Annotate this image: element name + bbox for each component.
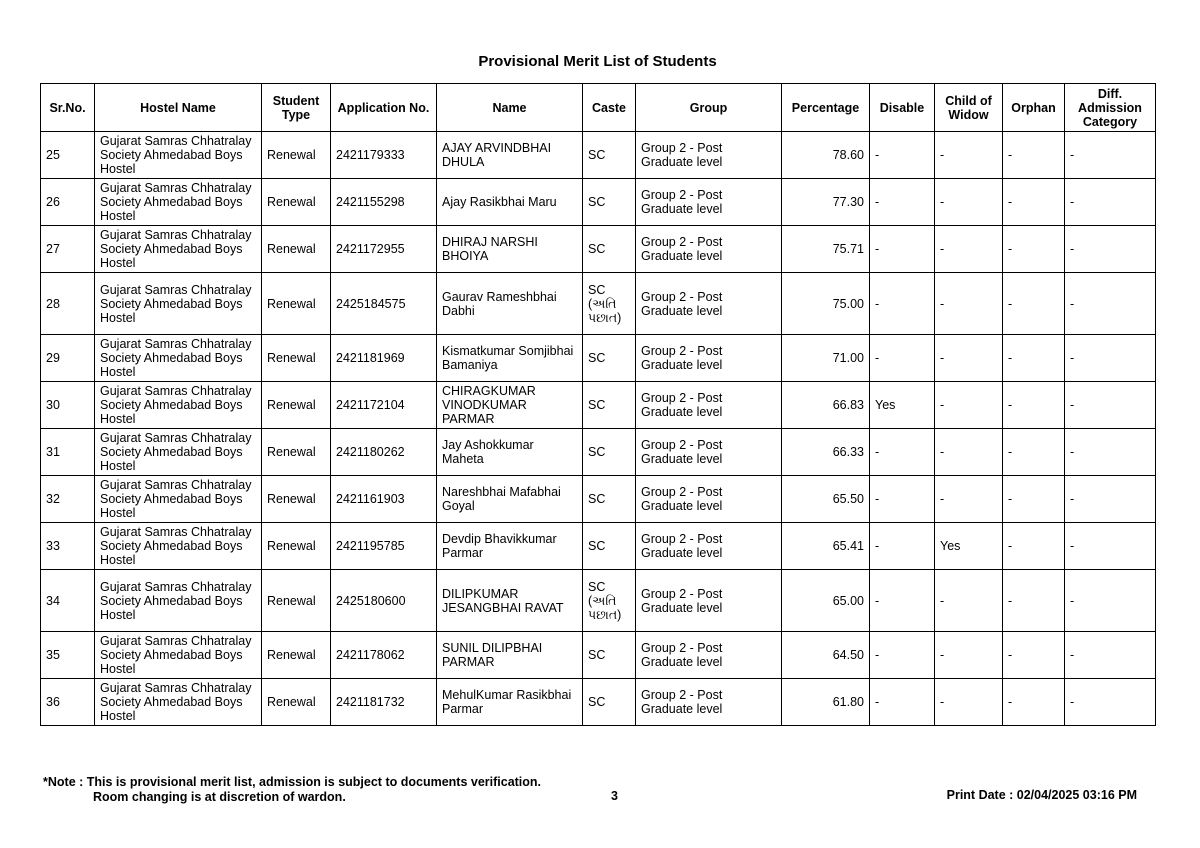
cell-child-of-widow: - [935,226,1003,273]
cell-name: SUNIL DILIPBHAI PARMAR [437,632,583,679]
table-row [41,226,1156,273]
cell-hostel-name: Gujarat Samras Chhatralay Society Ahmedabad Boys Hostel [95,523,262,570]
table-row [41,632,1156,679]
cell-disable: Yes [870,382,935,429]
cell-diff-admission-category: - [1065,632,1156,679]
cell-sr-no: 32 [41,476,95,523]
cell-student-type: Renewal [262,273,331,335]
cell-disable: - [870,632,935,679]
cell-percentage: 61.80 [782,679,870,726]
cell-sr-no: 36 [41,679,95,726]
cell-student-type: Renewal [262,679,331,726]
cell-hostel-name: Gujarat Samras Chhatralay Society Ahmedabad Boys Hostel [95,382,262,429]
header-diff-admission-category: Diff. Admission Category [1065,84,1156,132]
header-caste: Caste [583,84,636,132]
cell-student-type: Renewal [262,335,331,382]
cell-name: Kismatkumar Somjibhai Bamaniya [437,335,583,382]
header-student-type: Student Type [262,84,331,132]
cell-sr-no: 28 [41,273,95,335]
cell-percentage: 71.00 [782,335,870,382]
cell-sr-no: 27 [41,226,95,273]
cell-child-of-widow: - [935,382,1003,429]
cell-diff-admission-category: - [1065,523,1156,570]
header-name: Name [437,84,583,132]
cell-application-no: 2425184575 [331,273,437,335]
cell-application-no: 2421155298 [331,179,437,226]
cell-hostel-name: Gujarat Samras Chhatralay Society Ahmedabad Boys Hostel [95,679,262,726]
cell-group: Group 2 - Post Graduate level [636,226,782,273]
table-row [41,570,1156,632]
cell-name: Gaurav Rameshbhai Dabhi [437,273,583,335]
cell-group: Group 2 - Post Graduate level [636,179,782,226]
cell-application-no: 2425180600 [331,570,437,632]
cell-child-of-widow: - [935,132,1003,179]
cell-application-no: 2421172104 [331,382,437,429]
cell-student-type: Renewal [262,570,331,632]
cell-sr-no: 33 [41,523,95,570]
cell-caste: SC [583,132,636,179]
cell-percentage: 77.30 [782,179,870,226]
header-orphan: Orphan [1003,84,1065,132]
table-header-row [41,84,1156,132]
cell-hostel-name: Gujarat Samras Chhatralay Society Ahmedabad Boys Hostel [95,179,262,226]
cell-caste: SC (અતિ પછાત) [583,570,636,632]
cell-caste: SC [583,226,636,273]
cell-application-no: 2421181732 [331,679,437,726]
cell-diff-admission-category: - [1065,679,1156,726]
cell-name: DILIPKUMAR JESANGBHAI RAVAT [437,570,583,632]
cell-diff-admission-category: - [1065,335,1156,382]
cell-percentage: 64.50 [782,632,870,679]
cell-hostel-name: Gujarat Samras Chhatralay Society Ahmedabad Boys Hostel [95,335,262,382]
cell-orphan: - [1003,632,1065,679]
cell-orphan: - [1003,382,1065,429]
cell-orphan: - [1003,179,1065,226]
cell-diff-admission-category: - [1065,179,1156,226]
cell-sr-no: 31 [41,429,95,476]
cell-diff-admission-category: - [1065,226,1156,273]
cell-percentage: 65.00 [782,570,870,632]
cell-orphan: - [1003,476,1065,523]
cell-sr-no: 30 [41,382,95,429]
cell-group: Group 2 - Post Graduate level [636,132,782,179]
cell-sr-no: 35 [41,632,95,679]
cell-sr-no: 26 [41,179,95,226]
table-row [41,476,1156,523]
cell-application-no: 2421178062 [331,632,437,679]
cell-orphan: - [1003,273,1065,335]
cell-name: DHIRAJ NARSHI BHOIYA [437,226,583,273]
cell-disable: - [870,132,935,179]
header-hostel-name: Hostel Name [95,84,262,132]
cell-group: Group 2 - Post Graduate level [636,632,782,679]
cell-caste: SC [583,382,636,429]
cell-caste: SC [583,179,636,226]
cell-name: MehulKumar Rasikbhai Parmar [437,679,583,726]
table-row [41,382,1156,429]
cell-child-of-widow: Yes [935,523,1003,570]
cell-student-type: Renewal [262,226,331,273]
cell-caste: SC [583,476,636,523]
cell-disable: - [870,679,935,726]
header-group: Group [636,84,782,132]
cell-group: Group 2 - Post Graduate level [636,570,782,632]
cell-diff-admission-category: - [1065,382,1156,429]
cell-percentage: 75.00 [782,273,870,335]
cell-child-of-widow: - [935,679,1003,726]
cell-child-of-widow: - [935,273,1003,335]
cell-hostel-name: Gujarat Samras Chhatralay Society Ahmedabad Boys Hostel [95,226,262,273]
cell-percentage: 65.50 [782,476,870,523]
cell-child-of-widow: - [935,570,1003,632]
cell-diff-admission-category: - [1065,429,1156,476]
cell-disable: - [870,523,935,570]
cell-diff-admission-category: - [1065,476,1156,523]
header-sr-no: Sr.No. [41,84,95,132]
print-date: Print Date : 02/04/2025 03:16 PM [946,788,1137,802]
cell-hostel-name: Gujarat Samras Chhatralay Society Ahmedabad Boys Hostel [95,476,262,523]
cell-sr-no: 29 [41,335,95,382]
header-percentage: Percentage [782,84,870,132]
cell-group: Group 2 - Post Graduate level [636,476,782,523]
cell-orphan: - [1003,226,1065,273]
cell-student-type: Renewal [262,179,331,226]
cell-child-of-widow: - [935,632,1003,679]
note-line-2: Room changing is at discretion of wardon. [93,790,346,804]
cell-group: Group 2 - Post Graduate level [636,382,782,429]
cell-percentage: 66.33 [782,429,870,476]
note-line-1: *Note : This is provisional merit list, admission is subject to documents verification. [43,775,542,789]
cell-orphan: - [1003,523,1065,570]
cell-caste: SC [583,632,636,679]
cell-name: CHIRAGKUMAR VINODKUMAR PARMAR [437,382,583,429]
cell-application-no: 2421179333 [331,132,437,179]
cell-disable: - [870,476,935,523]
cell-hostel-name: Gujarat Samras Chhatralay Society Ahmedabad Boys Hostel [95,429,262,476]
cell-group: Group 2 - Post Graduate level [636,523,782,570]
cell-group: Group 2 - Post Graduate level [636,335,782,382]
cell-name: Nareshbhai Mafabhai Goyal [437,476,583,523]
cell-application-no: 2421195785 [331,523,437,570]
cell-student-type: Renewal [262,132,331,179]
header-application-no: Application No. [331,84,437,132]
header-disable: Disable [870,84,935,132]
merit-list-table [40,83,1156,726]
cell-group: Group 2 - Post Graduate level [636,679,782,726]
cell-disable: - [870,226,935,273]
header-child-of-widow: Child of Widow [935,84,1003,132]
cell-caste: SC [583,679,636,726]
cell-name: Devdip Bhavikkumar Parmar [437,523,583,570]
cell-hostel-name: Gujarat Samras Chhatralay Society Ahmedabad Boys Hostel [95,632,262,679]
table-row [41,273,1156,335]
cell-name: Jay Ashokkumar Maheta [437,429,583,476]
table-row [41,179,1156,226]
cell-orphan: - [1003,335,1065,382]
cell-name: Ajay Rasikbhai Maru [437,179,583,226]
cell-percentage: 78.60 [782,132,870,179]
cell-hostel-name: Gujarat Samras Chhatralay Society Ahmedabad Boys Hostel [95,273,262,335]
cell-disable: - [870,273,935,335]
cell-caste: SC [583,523,636,570]
cell-diff-admission-category: - [1065,273,1156,335]
cell-diff-admission-category: - [1065,132,1156,179]
cell-percentage: 65.41 [782,523,870,570]
cell-child-of-widow: - [935,335,1003,382]
cell-disable: - [870,429,935,476]
table-row [41,523,1156,570]
cell-caste: SC (અતિ પછાત) [583,273,636,335]
cell-student-type: Renewal [262,429,331,476]
cell-disable: - [870,570,935,632]
cell-orphan: - [1003,132,1065,179]
table-row [41,679,1156,726]
cell-sr-no: 34 [41,570,95,632]
cell-application-no: 2421181969 [331,335,437,382]
cell-student-type: Renewal [262,382,331,429]
cell-application-no: 2421172955 [331,226,437,273]
table-row [41,335,1156,382]
cell-percentage: 75.71 [782,226,870,273]
cell-orphan: - [1003,429,1065,476]
cell-name: AJAY ARVINDBHAI DHULA [437,132,583,179]
cell-hostel-name: Gujarat Samras Chhatralay Society Ahmedabad Boys Hostel [95,570,262,632]
cell-caste: SC [583,335,636,382]
cell-application-no: 2421161903 [331,476,437,523]
cell-percentage: 66.83 [782,382,870,429]
cell-child-of-widow: - [935,179,1003,226]
cell-disable: - [870,179,935,226]
cell-group: Group 2 - Post Graduate level [636,429,782,476]
cell-student-type: Renewal [262,632,331,679]
footer-note [43,775,541,805]
cell-diff-admission-category: - [1065,570,1156,632]
table-row [41,132,1156,179]
page-number: 3 [611,789,618,803]
cell-application-no: 2421180262 [331,429,437,476]
cell-sr-no: 25 [41,132,95,179]
cell-orphan: - [1003,679,1065,726]
cell-hostel-name: Gujarat Samras Chhatralay Society Ahmedabad Boys Hostel [95,132,262,179]
cell-disable: - [870,335,935,382]
cell-child-of-widow: - [935,429,1003,476]
cell-student-type: Renewal [262,476,331,523]
cell-child-of-widow: - [935,476,1003,523]
cell-caste: SC [583,429,636,476]
table-row [41,429,1156,476]
cell-student-type: Renewal [262,523,331,570]
cell-group: Group 2 - Post Graduate level [636,273,782,335]
page-title: Provisional Merit List of Students [478,53,717,70]
cell-orphan: - [1003,570,1065,632]
